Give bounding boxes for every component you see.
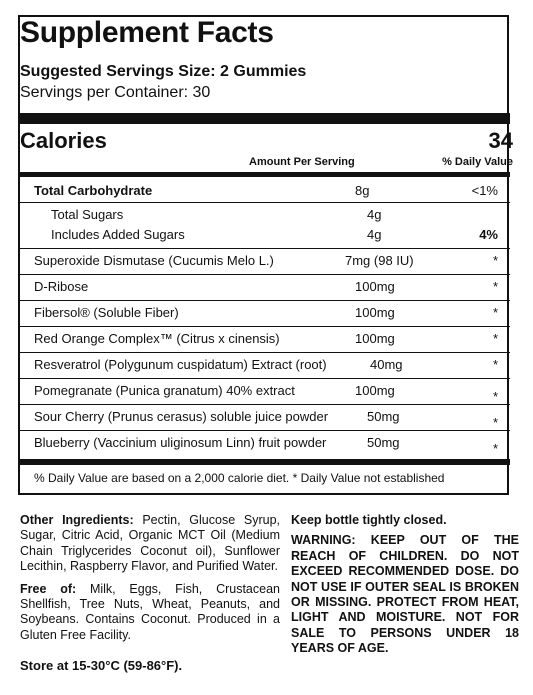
storage-instructions: Store at 15-30°C (59-86°F). (20, 658, 183, 673)
nutrient-dv: 4% (479, 227, 498, 242)
daily-value-footnote: % Daily Value are based on a 2,000 calorie diet. * Daily Value not established (34, 471, 445, 485)
nutrient-name: Red Orange Complex™ (Citrus x cinensis) (34, 331, 280, 346)
other-ingredients (20, 513, 280, 575)
row-divider (18, 404, 510, 405)
nutrient-row (18, 180, 510, 202)
nutrient-name: Pomegranate (Punica granatum) 40% extract (34, 383, 295, 398)
row-divider (18, 274, 510, 275)
row-divider (18, 248, 510, 249)
amount-header: Amount Per Serving (249, 156, 355, 168)
nutrient-dv: * (492, 253, 498, 268)
nutrient-row (18, 354, 510, 376)
nutrient-amount: 50mg (367, 409, 400, 424)
nutrient-amount: 100mg (355, 383, 395, 398)
other-ingredients-label: Other Ingredients: (20, 513, 134, 527)
nutrient-amount: 40mg (370, 357, 403, 372)
thick-divider-bottom (18, 459, 510, 465)
calories-value: 34 (488, 128, 513, 153)
nutrient-row (18, 380, 510, 402)
nutrient-amount: 100mg (355, 279, 395, 294)
nutrient-amount: 100mg (355, 331, 395, 346)
nutrient-amount: 100mg (355, 305, 395, 320)
thick-divider (18, 113, 510, 124)
nutrient-row (18, 204, 510, 226)
nutrient-amount: 7mg (98 IU) (345, 253, 414, 268)
nutrient-name: Total Sugars (51, 207, 124, 222)
nutrient-row (18, 276, 510, 298)
daily-value-header: % Daily Value (442, 156, 513, 168)
nutrient-dv: * (492, 305, 498, 320)
serving-size: Suggested Servings Size: 2 Gummies (20, 63, 307, 80)
nutrient-dv: * (492, 357, 498, 372)
nutrient-amount: 4g (367, 227, 382, 242)
nutrient-name: Superoxide Dismutase (Cucumis Melo L.) (34, 253, 274, 268)
free-of-text: Milk, Eggs, Fish, Crustacean Shellfish, Tree Nuts, Wheat, Peanuts, and Soybeans. Contains Coconut. Produced in a Gluten Free Facility. (20, 581, 280, 642)
row-divider (18, 430, 510, 431)
other-ingredients-text: Pectin, Glucose Syrup, Sugar, Citric Acid, Organic MCT Oil (Medium Chain Triglycerides Coconut oil), Sunflower Lecithin, Raspberry Flavor, and Purified Water. (20, 513, 280, 574)
servings-per-container: Servings per Container: 30 (20, 84, 211, 101)
nutrient-row (18, 328, 510, 350)
row-divider (18, 300, 510, 301)
nutrient-name: Total Carbohydrate (34, 183, 153, 198)
nutrient-dv: * (492, 415, 498, 430)
calories-label: Calories (20, 128, 107, 153)
nutrient-amount: 50mg (367, 435, 400, 450)
medium-divider (18, 172, 510, 177)
nutrient-name: Resveratrol (Polygunum cuspidatum) Extract (root) (34, 357, 327, 372)
nutrient-row (18, 302, 510, 324)
nutrient-name: Fibersol® (Soluble Fiber) (34, 305, 179, 320)
nutrient-name: D-Ribose (34, 279, 89, 294)
row-divider (18, 352, 510, 353)
nutrient-row (18, 250, 510, 272)
nutrient-dv: <1% (471, 183, 498, 198)
nutrient-row (18, 224, 510, 246)
free-of (20, 582, 280, 644)
keep-closed: Keep bottle tightly closed. (291, 513, 447, 527)
nutrient-name: Blueberry (Vaccinium uliginosum Linn) fruit powder (34, 435, 327, 450)
nutrient-row (18, 432, 510, 454)
warning-column (291, 513, 519, 657)
nutrient-amount: 8g (355, 183, 370, 198)
nutrient-dv: * (492, 389, 498, 404)
ingredients-column (20, 513, 280, 650)
nutrient-dv: * (492, 279, 498, 294)
row-divider (18, 202, 510, 203)
panel-title: Supplement Facts (20, 16, 274, 49)
row-divider (18, 326, 510, 327)
nutrient-amount: 4g (367, 207, 382, 222)
nutrient-name: Includes Added Sugars (51, 227, 185, 242)
free-of-label: Free of: (20, 581, 77, 596)
nutrient-dv: * (492, 441, 498, 456)
nutrient-name: Sour Cherry (Prunus cerasus) soluble juice powder (34, 409, 329, 424)
warning-text: WARNING: KEEP OUT OF THE REACH OF CHILDREN. DO NOT EXCEED RECOMMENDED DOSE. DO NOT USE IF OUTER SEAL IS BROKEN OR MISSING. PROTECT FROM HEAT, LIGHT AND MOISTURE. NOT FOR SALE TO PERSONS UNDER 18 YEARS OF AGE. (291, 533, 519, 656)
nutrient-dv: * (492, 331, 498, 346)
row-divider (18, 378, 510, 379)
nutrient-row (18, 406, 510, 428)
